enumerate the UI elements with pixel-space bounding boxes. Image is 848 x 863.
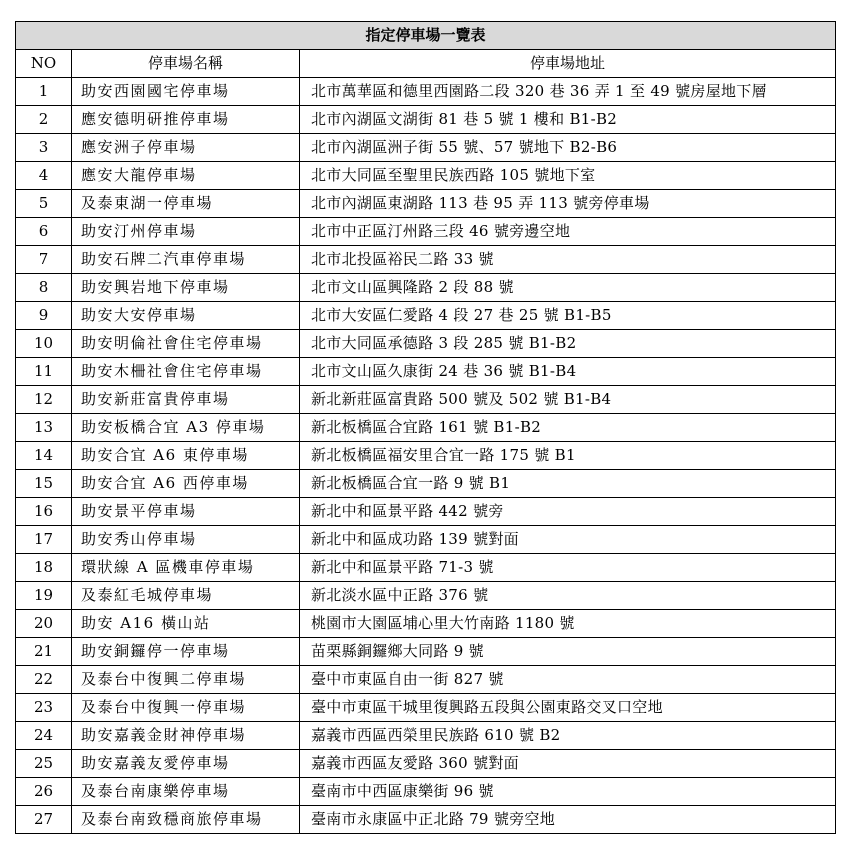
parking-name: 助安嘉義金財神停車場 [72,722,300,750]
row-number: 9 [16,302,72,330]
row-number: 5 [16,190,72,218]
parking-name: 及泰紅毛城停車場 [72,582,300,610]
table-row [16,722,836,750]
table-row [16,274,836,302]
parking-address: 北市大同區承德路 3 段 285 號 B1-B2 [300,330,836,358]
table-row [16,694,836,722]
parking-address: 新北新莊區富貴路 500 號及 502 號 B1-B4 [300,386,836,414]
parking-address: 新北中和區景平路 71-3 號 [300,554,836,582]
table-row [16,638,836,666]
parking-name: 助安石牌二汽車停車場 [72,246,300,274]
table-row [16,442,836,470]
row-number: 23 [16,694,72,722]
table-row [16,778,836,806]
row-number: 17 [16,526,72,554]
parking-address: 嘉義市西區西榮里民族路 610 號 B2 [300,722,836,750]
row-number: 25 [16,750,72,778]
row-number: 15 [16,470,72,498]
row-number: 11 [16,358,72,386]
table-body [16,78,836,834]
parking-list-table [15,21,836,834]
parking-address: 北市中正區汀州路三段 46 號旁邊空地 [300,218,836,246]
parking-name: 助安板橋合宜 A3 停車場 [72,414,300,442]
parking-address: 苗栗縣銅鑼鄉大同路 9 號 [300,638,836,666]
table-row [16,554,836,582]
parking-address: 北市北投區裕民二路 33 號 [300,246,836,274]
parking-address: 新北板橋區福安里合宜一路 175 號 B1 [300,442,836,470]
parking-name: 助安興岩地下停車場 [72,274,300,302]
parking-name: 助安銅鑼停一停車場 [72,638,300,666]
parking-address: 北市大同區至聖里民族西路 105 號地下室 [300,162,836,190]
parking-address: 新北淡水區中正路 376 號 [300,582,836,610]
parking-name: 助安合宜 A6 東停車場 [72,442,300,470]
parking-address: 臺南市永康區中正北路 79 號旁空地 [300,806,836,834]
table-row [16,750,836,778]
parking-name: 應安大龍停車場 [72,162,300,190]
table-row [16,806,836,834]
parking-name: 助安汀州停車場 [72,218,300,246]
table-header-row [16,50,836,78]
row-number: 20 [16,610,72,638]
table-row [16,498,836,526]
row-number: 8 [16,274,72,302]
row-number: 13 [16,414,72,442]
parking-name: 及泰台南康樂停車場 [72,778,300,806]
table-row [16,470,836,498]
row-number: 16 [16,498,72,526]
parking-name: 助安大安停車場 [72,302,300,330]
row-number: 14 [16,442,72,470]
table-row [16,582,836,610]
table-row [16,162,836,190]
table-row [16,666,836,694]
parking-name: 及泰台中復興二停車場 [72,666,300,694]
row-number: 4 [16,162,72,190]
row-number: 6 [16,218,72,246]
table-row [16,78,836,106]
table-row [16,218,836,246]
header-no: NO [16,50,72,78]
parking-address: 新北中和區成功路 139 號對面 [300,526,836,554]
parking-name: 助安西園國宅停車場 [72,78,300,106]
parking-name: 助安合宜 A6 西停車場 [72,470,300,498]
table-row [16,526,836,554]
table-row [16,134,836,162]
parking-name: 助安景平停車場 [72,498,300,526]
parking-address: 北市內湖區洲子街 55 號、57 號地下 B2-B6 [300,134,836,162]
row-number: 12 [16,386,72,414]
row-number: 3 [16,134,72,162]
table-title-row [16,22,836,50]
table-row [16,386,836,414]
parking-address: 臺南市中西區康樂街 96 號 [300,778,836,806]
row-number: 18 [16,554,72,582]
parking-name: 助安秀山停車場 [72,526,300,554]
header-address: 停車場地址 [300,50,836,78]
row-number: 10 [16,330,72,358]
parking-name: 助安新莊富貴停車場 [72,386,300,414]
table-title: 指定停車場一覽表 [16,22,836,50]
header-name: 停車場名稱 [72,50,300,78]
parking-list-container [15,21,836,834]
parking-address: 北市文山區興隆路 2 段 88 號 [300,274,836,302]
parking-address: 新北板橋區合宜路 161 號 B1-B2 [300,414,836,442]
row-number: 27 [16,806,72,834]
parking-name: 及泰台南致穩商旅停車場 [72,806,300,834]
row-number: 7 [16,246,72,274]
parking-name: 及泰東湖一停車場 [72,190,300,218]
table-row [16,302,836,330]
parking-address: 嘉義市西區友愛路 360 號對面 [300,750,836,778]
parking-address: 新北中和區景平路 442 號旁 [300,498,836,526]
row-number: 26 [16,778,72,806]
table-row [16,414,836,442]
parking-name: 助安嘉義友愛停車場 [72,750,300,778]
parking-address: 北市文山區久康街 24 巷 36 號 B1-B4 [300,358,836,386]
row-number: 1 [16,78,72,106]
parking-address: 北市萬華區和德里西園路二段 320 巷 36 弄 1 至 49 號房屋地下層 [300,78,836,106]
table-row [16,106,836,134]
parking-name: 環狀線 A 區機車停車場 [72,554,300,582]
row-number: 24 [16,722,72,750]
parking-name: 助安明倫社會住宅停車場 [72,330,300,358]
parking-address: 臺中市東區干城里復興路五段與公園東路交叉口空地 [300,694,836,722]
parking-address: 北市內湖區東湖路 113 巷 95 弄 113 號旁停車場 [300,190,836,218]
table-row [16,246,836,274]
parking-address: 臺中市東區自由一街 827 號 [300,666,836,694]
parking-name: 助安木柵社會住宅停車場 [72,358,300,386]
table-row [16,330,836,358]
parking-name: 應安洲子停車場 [72,134,300,162]
parking-address: 桃園市大園區埔心里大竹南路 1180 號 [300,610,836,638]
row-number: 19 [16,582,72,610]
table-row [16,358,836,386]
parking-address: 北市內湖區文湖街 81 巷 5 號 1 樓和 B1-B2 [300,106,836,134]
row-number: 2 [16,106,72,134]
parking-name: 應安德明研推停車場 [72,106,300,134]
parking-name: 助安 A16 橫山站 [72,610,300,638]
row-number: 21 [16,638,72,666]
row-number: 22 [16,666,72,694]
parking-address: 北市大安區仁愛路 4 段 27 巷 25 號 B1-B5 [300,302,836,330]
table-row [16,190,836,218]
parking-address: 新北板橋區合宜一路 9 號 B1 [300,470,836,498]
table-row [16,610,836,638]
parking-name: 及泰台中復興一停車場 [72,694,300,722]
